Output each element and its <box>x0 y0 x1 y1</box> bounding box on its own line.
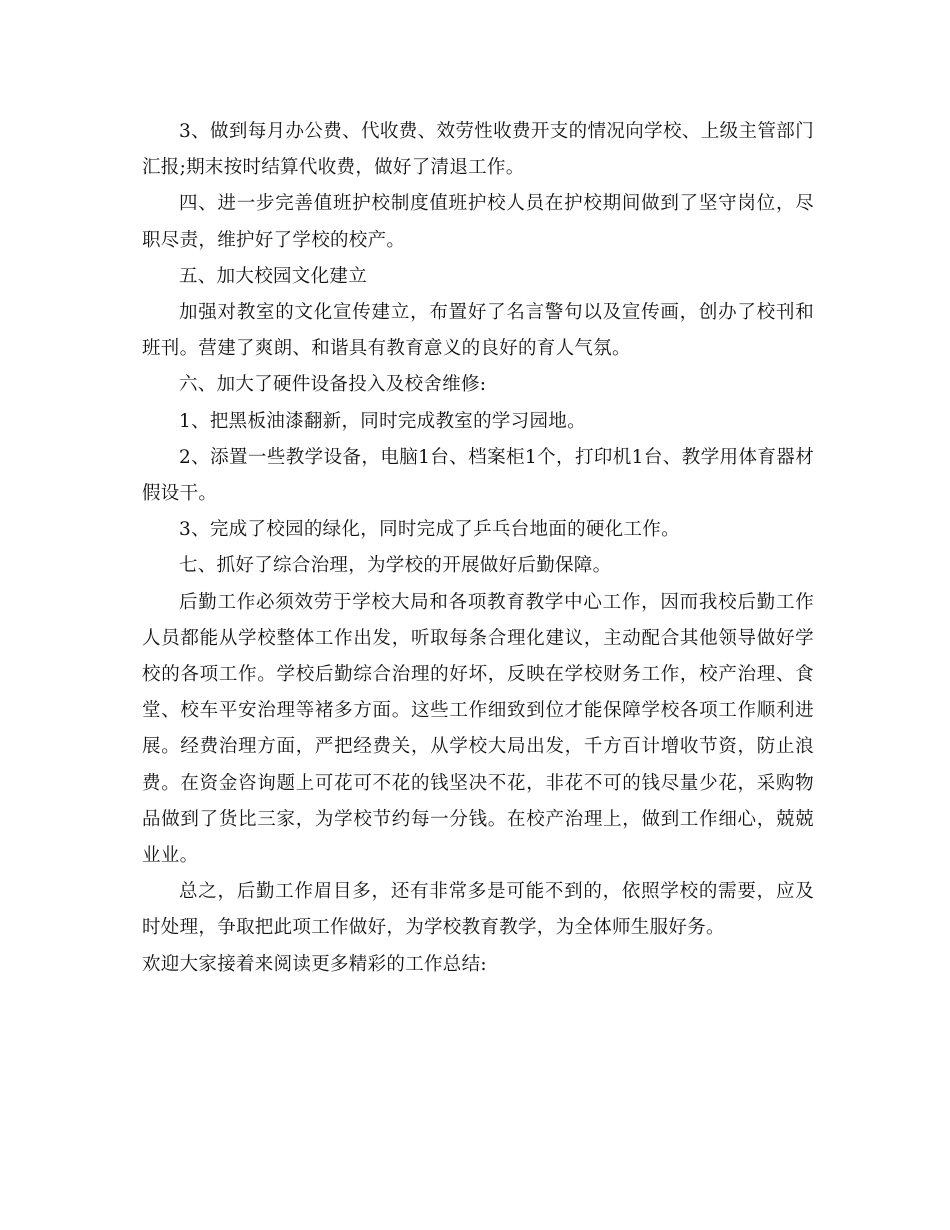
paragraph-logistics-work: 后勤工作必须效劳于学校大局和各项教育教学中心工作，因而我校后勤工作人员都能从学校整体工作出发，听取每条合理化建议，主动配合其他领导做好学校的各项工作。学校后勤综合治理的好坏，反映在学校财务工作，校产治理、食堂、校车平安治理等褚多方面。这些工作细致到位才能保障学校各项工作顺利进展。经费治理方面，严把经费关，从学校大局出发，千方百计增收节资，防止浪费。在资金咨询题上可花可不花的钱坚决不花，非花不可的钱尽量少花，采购物品做到了货比三家，为学校节约每一分钱。在校产治理上，做到工作细心，兢兢业业。 <box>142 591 814 867</box>
paragraph-conclusion: 总之，后勤工作眉目多，还有非常多是可能不到的，依照学校的需要，应及时处理，争取把此项工作做好，为学校教育教学，为全体师生服好务。 <box>142 881 814 939</box>
section-heading-campus-culture: 五、加大校园文化建立 <box>179 265 368 287</box>
list-item-equipment: 2、添置一些教学设备，电脑1台、档案柜1个，打印机1台、教学用体育器材假设干。 <box>142 446 814 505</box>
paragraph-expense-report: 3、做到每月办公费、代收费、效劳性收费开支的情况向学校、上级主管部门汇报;期末按时结算代收费，做好了清退工作。 <box>142 121 814 179</box>
paragraph-duty-system: 四、进一步完善值班护校制度值班护校人员在护校期间做到了坚守岗位，尽职尽责，维护好了学校的校产。 <box>142 193 814 251</box>
list-item-greening: 3、完成了校园的绿化，同时完成了乒乓台地面的硬化工作。 <box>179 519 680 541</box>
document-body <box>142 114 814 983</box>
paragraph-classroom-culture: 加强对教室的文化宣传建立，布置好了名言警句以及宣传画，创办了校刊和班刊。营建了爽朗、和谐具有教育意义的良好的育人气氛。 <box>142 302 814 360</box>
section-heading-governance: 七、抓好了综合治理，为学校的开展做好后勤保障。 <box>179 555 612 577</box>
closing-line: 欢迎大家接着来阅读更多精彩的工作总结: <box>142 953 487 975</box>
section-heading-hardware: 六、加大了硬件设备投入及校舍维修: <box>179 374 487 396</box>
list-item-blackboard: 1、把黑板油漆翻新，同时完成教室的学习园地。 <box>179 410 586 432</box>
